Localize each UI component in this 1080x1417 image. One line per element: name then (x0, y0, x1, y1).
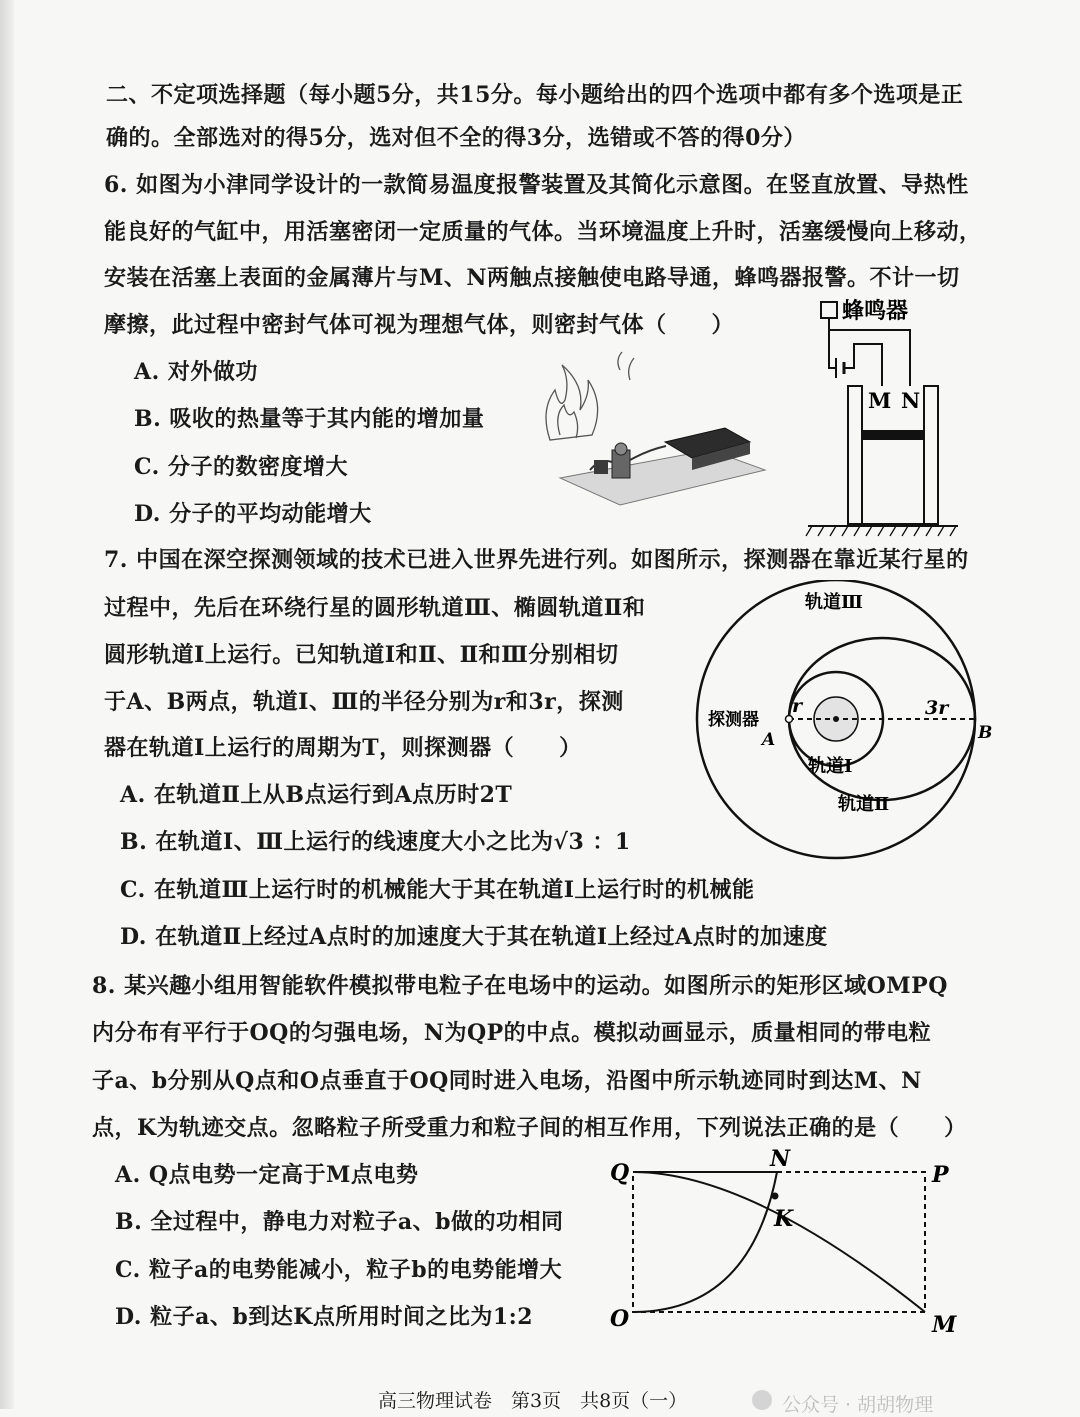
q8-stem-line4: 点，K为轨迹交点。忽略粒子所受重力和粒子间的相互作用，下列说法正确的是（ ） (92, 1115, 967, 1141)
trajectory-a (633, 1172, 925, 1312)
point-o-label: O (610, 1306, 630, 1332)
ground-hatch (806, 526, 956, 536)
q8-stem-line1: 8. 某兴趣小组用智能软件模拟带电粒子在电场中的运动。如图所示的矩形区域OMPQ (92, 973, 948, 999)
3r-label: 3r (925, 697, 949, 719)
contact-m-label: M (868, 388, 892, 413)
piston (862, 430, 924, 440)
q8-stem-line3: 子a、b分别从Q点和O点垂直于OQ同时进入电场，沿图中所示轨迹同时到达M、N (92, 1068, 922, 1094)
q8-option-b: B. 全过程中，静电力对粒子a、b做的功相同 (115, 1209, 564, 1235)
page-footer: 高三物理试卷 第3页 共8页（一） (378, 1390, 688, 1412)
q8-option-a: A. Q点电势一定高于M点电势 (115, 1162, 419, 1188)
orbit-1-label: 轨道Ⅰ (808, 756, 853, 777)
q6-stem-line1: 6. 如图为小津同学设计的一款简易温度报警装置及其简化示意图。在竖直放置、导热性 (104, 172, 969, 198)
q7-stem-line1: 7. 中国在深空探测领域的技术已进入世界先进行列。如图所示，探测器在靠近某行星的 (104, 547, 969, 573)
q6-option-c: C. 分子的数密度增大 (134, 454, 348, 480)
trajectory-b (633, 1172, 777, 1312)
r-label: r (792, 695, 803, 717)
q7-option-b: B. 在轨道Ⅰ、Ⅲ上运行的线速度大小之比为√3 ：1 (120, 829, 631, 855)
orbit-3-label: 轨道Ⅲ (805, 592, 863, 613)
q6-schematic (800, 288, 970, 540)
buzzer-icon (821, 302, 837, 318)
q7-stem-line5: 器在轨道Ⅰ上运行的周期为T，则探测器（ ） (104, 735, 582, 761)
cylinder-right-wall (924, 386, 938, 524)
q7-stem-line2: 过程中，先后在环绕行星的圆形轨道Ⅲ、椭圆轨道Ⅱ和 (104, 595, 646, 621)
q8-option-c: C. 粒子a的电势能减小，粒子b的电势能增大 (115, 1257, 563, 1283)
point-a-label: A (762, 730, 776, 750)
q6-option-a: A. 对外做功 (134, 359, 258, 385)
q6-option-b: B. 吸收的热量等于其内能的增加量 (134, 406, 485, 432)
point-m-label: M (932, 1312, 957, 1338)
q7-option-c: C. 在轨道Ⅲ上运行时的机械能大于其在轨道Ⅰ上运行时的机械能 (120, 877, 755, 903)
q7-option-a: A. 在轨道Ⅱ上从B点运行到A点历时2T (120, 782, 513, 808)
q8-option-d: D. 粒子a、b到达K点所用时间之比为1:2 (115, 1304, 534, 1330)
contact-n-label: N (901, 388, 921, 413)
point-b-label: B (978, 723, 993, 743)
wechat-icon (752, 1390, 772, 1410)
buzzer-label: 蜂鸣器 (842, 298, 909, 324)
rectangle-ompq (633, 1172, 925, 1312)
section-header-line2: 确的。全部选对的得5分，选对但不全的得3分，选错或不答的得0分） (106, 125, 806, 151)
point-k-label: K (774, 1206, 794, 1232)
q7-stem-line4: 于A、B两点，轨道Ⅰ、Ⅲ的半径分别为r和3r，探测 (104, 689, 624, 715)
q7-option-d: D. 在轨道Ⅱ上经过A点时的加速度大于其在轨道Ⅰ上经过A点时的加速度 (120, 924, 828, 950)
q7-stem-line3: 圆形轨道Ⅰ上运行。已知轨道Ⅰ和Ⅱ、Ⅱ和Ⅲ分别相切 (104, 642, 619, 668)
q6-option-d: D. 分子的平均动能增大 (134, 501, 372, 527)
point-q-label: Q (610, 1160, 630, 1186)
q6-stem-line3: 安装在活塞上表面的金属薄片与M、N两触点接触使电路导通，蜂鸣器报警。不计一切 (104, 265, 960, 291)
q6-device-photo (530, 350, 770, 510)
point-p-label: P (932, 1162, 949, 1188)
q6-stem-line4: 摩擦，此过程中密封气体可视为理想气体，则密封气体（ ） (104, 312, 735, 338)
q8-field-figure (600, 1140, 980, 1340)
section-header-line1: 二、不定项选择题（每小题5分，共15分。每小题给出的四个选项中都有多个选项是正 (106, 82, 964, 108)
flame-illustration (546, 352, 634, 440)
q7-orbit-figure (690, 580, 1000, 860)
probe-label: 探测器 (708, 710, 759, 730)
point-n-label: N (770, 1146, 791, 1172)
orbit-2-label: 轨道Ⅱ (838, 794, 890, 815)
cylinder-left-wall (848, 386, 862, 524)
point-k-marker (772, 1193, 779, 1200)
watermark: 公众号 · 胡胡物理 (782, 1394, 934, 1416)
q6-stem-line2: 能良好的气缸中，用活塞密闭一定质量的气体。当环境温度上升时，活塞缓慢向上移动， (104, 219, 982, 245)
q8-stem-line2: 内分布有平行于OQ的匀强电场，N为QP的中点。模拟动画显示，质量相同的带电粒 (92, 1020, 932, 1046)
page-edge (0, 0, 14, 1409)
